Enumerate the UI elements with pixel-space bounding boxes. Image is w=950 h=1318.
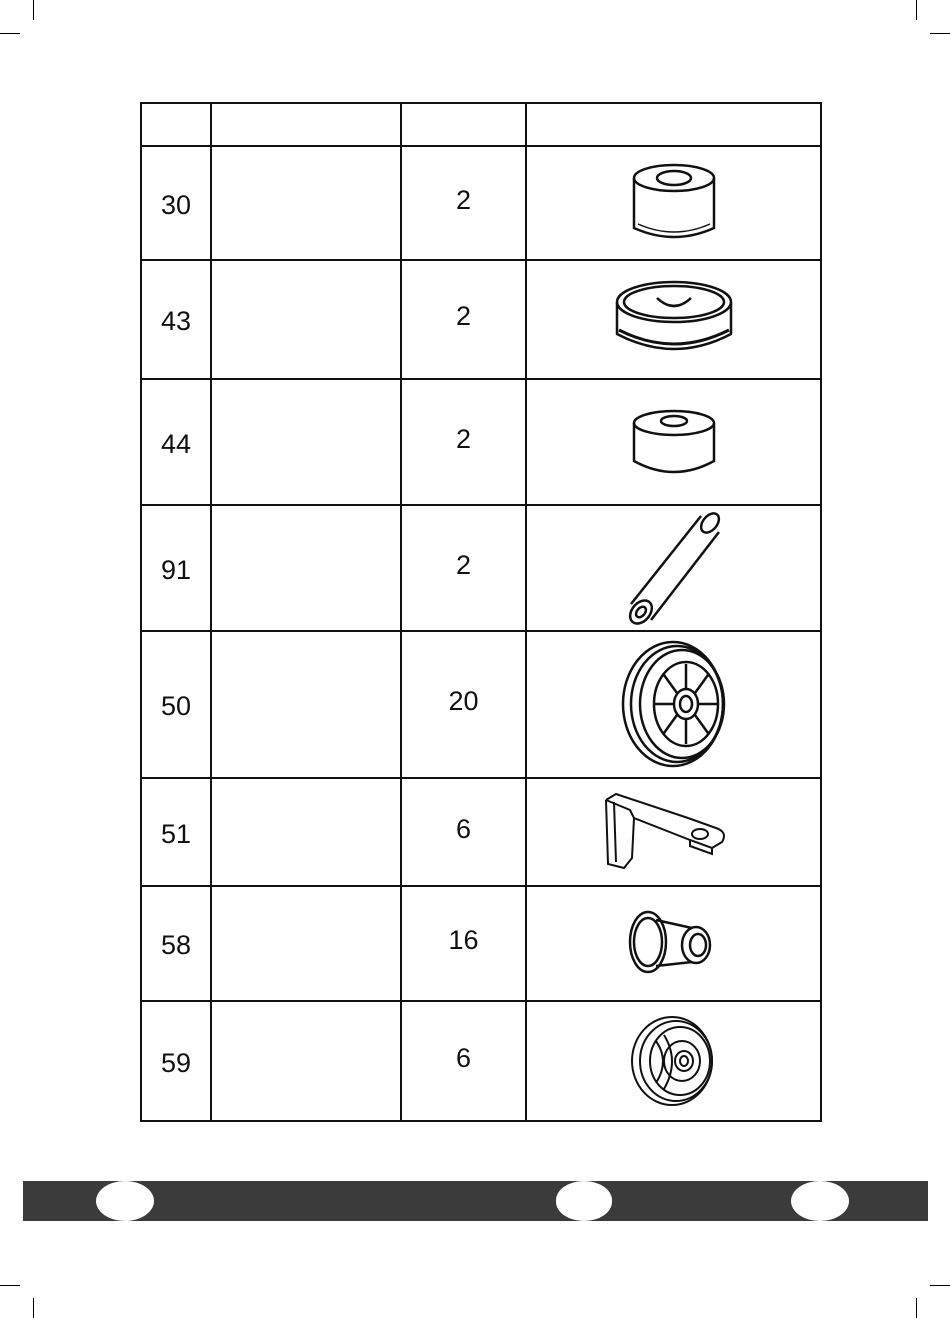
part-quantity: 2 — [401, 505, 526, 631]
footer-bar — [23, 1181, 928, 1221]
part-quantity: 2 — [401, 146, 526, 260]
angle-bracket-icon — [604, 792, 744, 872]
crop-mark — [0, 1285, 20, 1286]
table-row — [141, 260, 821, 379]
part-quantity: 16 — [401, 886, 526, 1001]
table-row — [141, 778, 821, 886]
part-number: 30 — [141, 146, 211, 260]
part-number: 50 — [141, 631, 211, 778]
crop-mark — [33, 0, 34, 20]
footer-notch — [556, 1181, 612, 1221]
header-description — [211, 103, 401, 146]
table-row — [141, 505, 821, 631]
header-quantity — [401, 103, 526, 146]
part-number: 44 — [141, 379, 211, 505]
part-number: 59 — [141, 1001, 211, 1121]
part-number: 91 — [141, 505, 211, 631]
footer-notch — [791, 1181, 849, 1221]
part-quantity: 2 — [401, 260, 526, 379]
table-row — [141, 379, 821, 505]
header-image — [526, 103, 821, 146]
crop-mark — [916, 1298, 917, 1318]
table-row — [141, 146, 821, 260]
part-description — [211, 260, 401, 379]
wide-bumper-icon — [609, 272, 739, 367]
tube-pin-icon — [619, 508, 729, 628]
crop-mark — [916, 0, 917, 20]
table-row — [141, 631, 821, 778]
crop-mark — [0, 33, 20, 34]
table-header-row — [141, 103, 821, 146]
part-description — [211, 379, 401, 505]
part-description — [211, 505, 401, 631]
header-number — [141, 103, 211, 146]
part-number: 58 — [141, 886, 211, 1001]
footer-notch — [96, 1181, 154, 1221]
part-quantity: 20 — [401, 631, 526, 778]
short-bushing-icon — [629, 405, 719, 480]
table-row — [141, 886, 821, 1001]
part-number: 43 — [141, 260, 211, 379]
large-pulley-icon — [616, 637, 731, 772]
small-pulley-icon — [626, 1011, 721, 1111]
crop-mark — [930, 33, 950, 34]
crop-mark — [930, 1285, 950, 1286]
part-quantity: 2 — [401, 379, 526, 505]
part-description — [211, 1001, 401, 1121]
parts-list-table — [140, 102, 822, 1122]
part-description — [211, 778, 401, 886]
spacer-bushing-icon — [624, 158, 724, 248]
part-description — [211, 146, 401, 260]
part-number: 51 — [141, 778, 211, 886]
part-quantity: 6 — [401, 778, 526, 886]
flanged-bushing-icon — [626, 904, 721, 984]
table-row — [141, 1001, 821, 1121]
part-description — [211, 886, 401, 1001]
part-quantity: 6 — [401, 1001, 526, 1121]
crop-mark — [33, 1298, 34, 1318]
part-description — [211, 631, 401, 778]
